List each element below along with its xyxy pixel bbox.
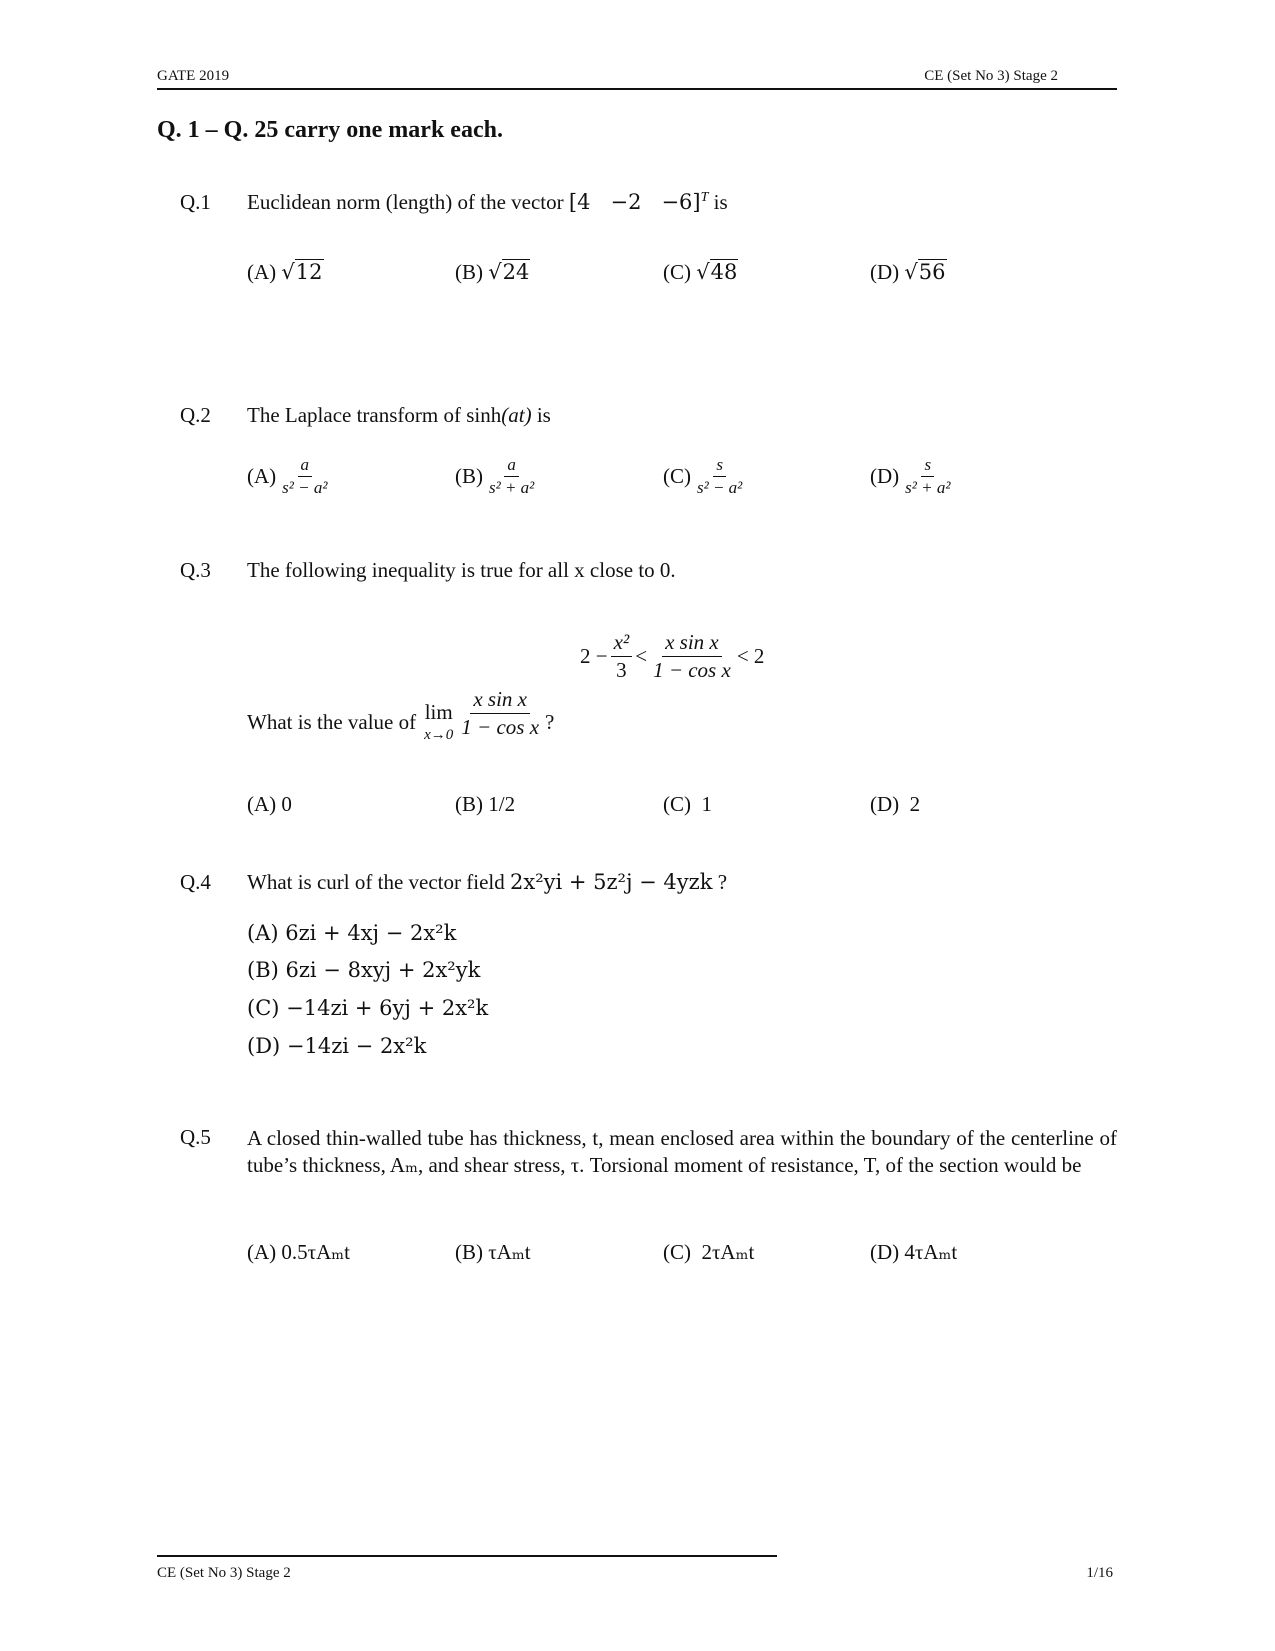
q4-vector-field: 2x²yi + 5z²j − 4yzk (509, 870, 713, 894)
q4-option-c[interactable]: (C) −14zi + 6yj + 2x²k (247, 996, 489, 1020)
q3-question-mark: ? (545, 709, 555, 734)
q2-option-c[interactable] (663, 455, 748, 498)
q5-number: Q.5 (180, 1125, 211, 1149)
q1-option-d-label: (D) (870, 260, 905, 284)
q4-option-d[interactable]: (D) −14zi − 2x²k (247, 1034, 427, 1058)
q2-argument: (at) (501, 403, 532, 427)
q2-option-b[interactable] (455, 455, 540, 498)
q1-vector: [4 −2 −6] (568, 190, 701, 214)
q1-number: Q.1 (180, 190, 211, 214)
q2-option-d-label: (D) (870, 464, 900, 488)
q1-option-c-value: 48 (710, 260, 738, 284)
q3-text: The following inequality is true for all x close to 0. (247, 558, 676, 582)
q1-option-b-value: 24 (502, 260, 530, 284)
q1-option-b-label: (B) (455, 260, 489, 284)
q2-option-c-denominator: s² − a² (697, 478, 743, 497)
q1-text-suffix: is (708, 190, 728, 214)
q3-lim: lim (424, 700, 453, 724)
q3-ineq-frac1-numerator: x² (611, 630, 633, 657)
q3-option-c[interactable]: (C) 1 (663, 792, 712, 816)
q3-limit-numerator: x sin x (470, 687, 530, 714)
q3-question-prefix: What is the value of (247, 709, 417, 734)
q3-ineq-frac2-denominator: 1 − cos x (653, 658, 731, 682)
q2-option-b-denominator: s² + a² (489, 478, 535, 497)
q3-option-d[interactable]: (D) 2 (870, 792, 921, 816)
q1-text (247, 190, 728, 215)
q1-option-d-value: 56 (918, 260, 946, 284)
q1-option-a-label: (A) (247, 260, 282, 284)
header-paper-code: CE (Set No 3) Stage 2 (924, 68, 1058, 84)
q1-option-c-label: (C) (663, 260, 697, 284)
q3-limit-denominator: 1 − cos x (461, 714, 540, 739)
q2-text-prefix: The Laplace transform of sinh (247, 403, 502, 427)
q2-option-c-numerator: s (713, 455, 726, 477)
q2-option-b-label: (B) (455, 464, 483, 488)
q3-ineq-right: < 2 (736, 644, 765, 668)
page-number: 1/16 (1086, 1565, 1113, 1581)
q3-ineq-frac1-denominator: 3 (616, 658, 627, 682)
q2-number: Q.2 (180, 403, 211, 427)
header-divider (157, 88, 1117, 90)
q1-text-prefix: Euclidean norm (length) of the vector (247, 190, 569, 214)
q2-option-c-label: (C) (663, 464, 691, 488)
q3-option-a[interactable]: (A) 0 (247, 792, 292, 816)
q4-text-suffix: ? (712, 870, 728, 894)
q5-option-d[interactable]: (D) 4τAₘt (870, 1240, 958, 1264)
q1-option-c[interactable]: (C) √48 (663, 260, 738, 284)
q1-option-a[interactable]: (A) √12 (247, 260, 323, 284)
footer-divider (157, 1555, 777, 1557)
q4-option-a[interactable]: (A) 6zi + 4xj − 2x²k (247, 921, 457, 945)
section-title: Q. 1 – Q. 25 carry one mark each. (157, 117, 503, 143)
q1-option-d[interactable]: (D) √56 (870, 260, 946, 284)
q3-question (247, 686, 555, 744)
q2-option-d[interactable] (870, 455, 956, 498)
q3-ineq-less-than: < (635, 644, 648, 668)
q2-option-d-numerator: s (921, 455, 934, 477)
q2-option-d-denominator: s² + a² (905, 478, 951, 497)
q5-option-a[interactable]: (A) 0.5τAₘt (247, 1240, 350, 1264)
header-exam-name: GATE 2019 (157, 68, 230, 84)
q3-lim-subscript: x→0 (424, 727, 454, 743)
footer-paper-code: CE (Set No 3) Stage 2 (157, 1565, 291, 1581)
q2-text (247, 403, 551, 428)
q4-option-b[interactable]: (B) 6zi − 8xyj + 2x²yk (247, 958, 481, 982)
q2-option-a-label: (A) (247, 464, 277, 488)
q5-option-c[interactable]: (C) 2τAₘt (663, 1240, 755, 1264)
q2-option-a-denominator: s² − a² (282, 478, 328, 497)
q3-ineq-frac2-numerator: x sin x (662, 630, 722, 657)
q3-number: Q.3 (180, 558, 211, 582)
q3-inequality (580, 630, 764, 683)
q4-text (247, 870, 727, 895)
q3-option-b[interactable]: (B) 1/2 (455, 792, 516, 816)
q1-option-a-value: 12 (295, 260, 323, 284)
q1-transpose: T (700, 190, 709, 205)
q3-ineq-left: 2 − (580, 644, 608, 668)
q4-number: Q.4 (180, 870, 211, 894)
q5-text: A closed thin-walled tube has thickness, t, mean enclosed area within the boundary of the centerline of tube’s thickness, Aₘ, and shear stress, τ. Torsional moment of resistance, T, of the section would be (247, 1126, 1117, 1177)
q2-option-a-numerator: a (298, 455, 313, 477)
q5-option-b[interactable]: (B) τAₘt (455, 1240, 531, 1264)
q2-text-suffix: is (531, 403, 551, 427)
q1-option-b[interactable]: (B) √24 (455, 260, 530, 284)
q4-text-prefix: What is curl of the vector field (247, 870, 510, 894)
q2-option-b-numerator: a (504, 455, 519, 477)
q2-option-a[interactable] (247, 455, 333, 498)
